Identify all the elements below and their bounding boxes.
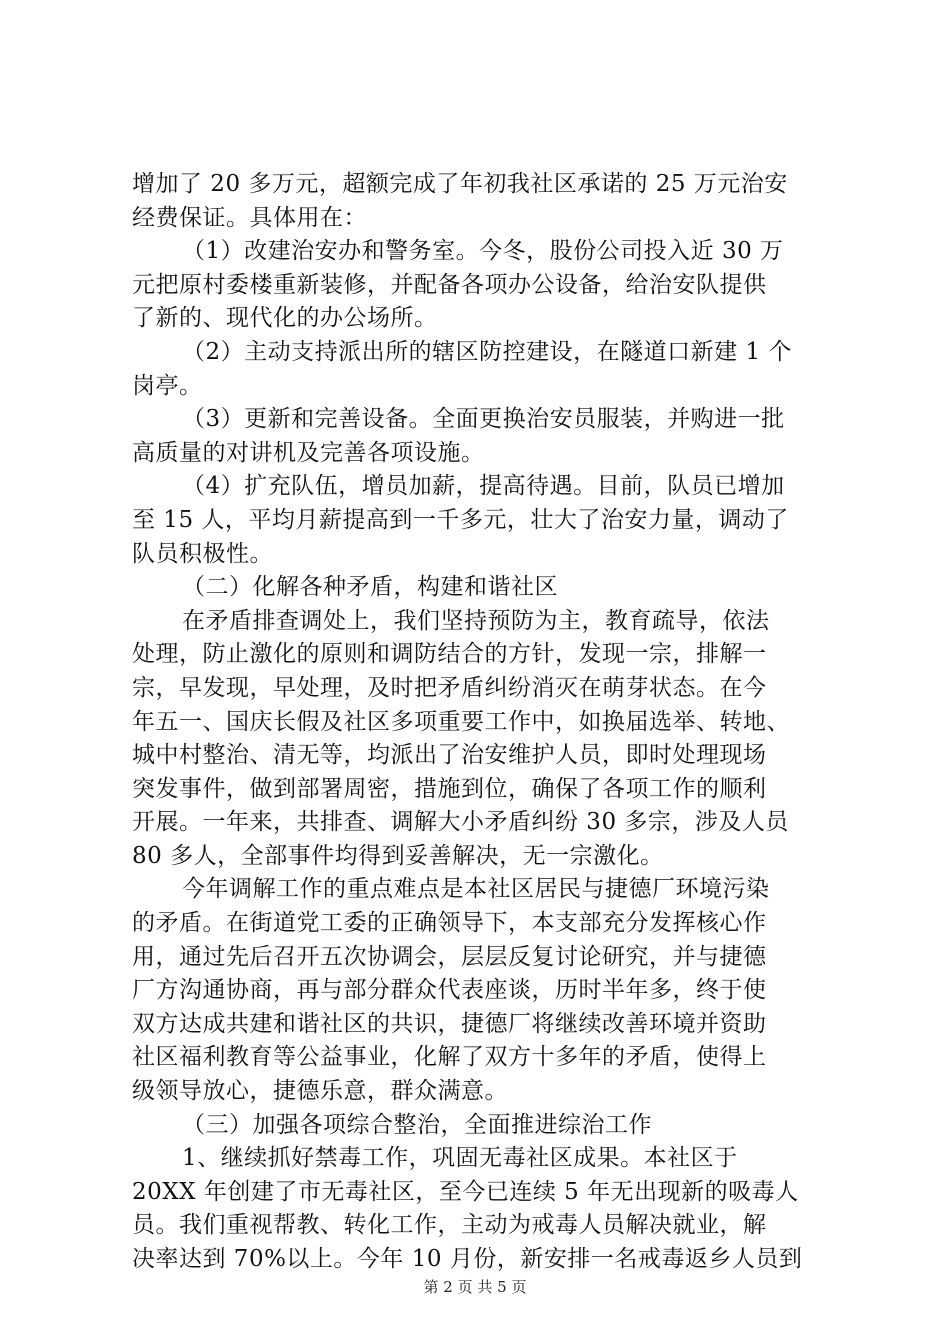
text-line: 级领导放心，捷德乐意，群众满意。: [132, 1078, 508, 1105]
text-line: 的矛盾。在街道党工委的正确领导下，本支部充分发挥核心作: [132, 910, 767, 937]
text-line: 队员积极性。: [132, 540, 273, 567]
text-line: 年五一、国庆长假及社区多项重要工作中，如换届选举、转地、: [132, 708, 790, 735]
text-line: 在矛盾排查调处上，我们坚持预防为主，教育疏导，依法: [182, 607, 770, 634]
text-line: 开展。一年来，共排查、调解大小矛盾纠纷 30 多宗，涉及人员: [132, 809, 789, 836]
text-line: （2）主动支持派出所的辖区防控建设，在隧道口新建 1 个: [182, 338, 792, 365]
text-line: 处理，防止激化的原则和调防结合的方针，发现一宗，排解一: [132, 641, 767, 668]
text-line: 元把原村委楼重新装修，并配备各项办公设备，给治安队提供: [132, 271, 767, 298]
text-line: 宗，早发现，早处理，及时把矛盾纠纷消灭在萌芽状态。在今: [132, 674, 767, 701]
text-line: （三）加强各项综合整治，全面推进综治工作: [182, 1111, 652, 1138]
text-line: 岗亭。: [132, 372, 203, 399]
text-line: 决率达到 70%以上。今年 10 月份，新安排一名戒毒返乡人员到: [132, 1246, 803, 1272]
text-line: 城中村整治、清无等，均派出了治安维护人员，即时处理现场: [132, 742, 767, 769]
text-line: （3）更新和完善设备。全面更换治安员服装，并购进一批: [182, 406, 785, 433]
text-line: （4）扩充队伍，增员加薪，提高待遇。目前，队员已增加: [182, 473, 785, 500]
text-line: 增加了 20 多万元，超额完成了年初我社区承诺的 25 万元治安: [132, 171, 788, 197]
text-line: 突发事件，做到部署周密，措施到位，确保了各项工作的顺利: [132, 775, 767, 802]
text-line: 厂方沟通协商，再与部分群众代表座谈，历时半年多，终于使: [132, 977, 767, 1004]
text-line: 双方达成共建和谐社区的共识，捷德厂将继续改善环境并资助: [132, 1010, 767, 1037]
text-line: 员。我们重视帮教、转化工作，主动为戒毒人员解决就业，解: [132, 1212, 767, 1239]
text-line: 今年调解工作的重点难点是本社区居民与捷德厂环境污染: [182, 876, 770, 903]
page-footer: 第 2 页 共 5 页: [423, 1278, 527, 1296]
text-line: （1）改建治安办和警务室。今冬，股份公司投入近 30 万: [182, 238, 784, 265]
text-line: 用，通过先后召开五次协调会，层层反复讨论研究，并与捷德: [132, 943, 767, 970]
text-line: 经费保证。具体用在：: [132, 204, 367, 231]
text-line: 高质量的对讲机及完善各项设施。: [132, 439, 485, 466]
document-body: [132, 168, 832, 1277]
text-line: 至 15 人，平均月薪提高到一千多元，壮大了治安力量，调动了: [132, 506, 789, 533]
text-line: 了新的、现代化的办公场所。: [132, 305, 438, 332]
text-line: 1、继续抓好禁毒工作，巩固无毒社区成果。本社区于: [182, 1145, 738, 1172]
text-line: （二）化解各种矛盾，构建和谐社区: [182, 574, 558, 601]
text-line: 20XX 年创建了市无毒社区，至今已连续 5 年无出现新的吸毒人: [132, 1178, 799, 1205]
text-line: 社区福利教育等公益事业，化解了双方十多年的矛盾，使得上: [132, 1044, 767, 1071]
text-line: 80 多人，全部事件均得到妥善解决，无一宗激化。: [132, 842, 664, 869]
